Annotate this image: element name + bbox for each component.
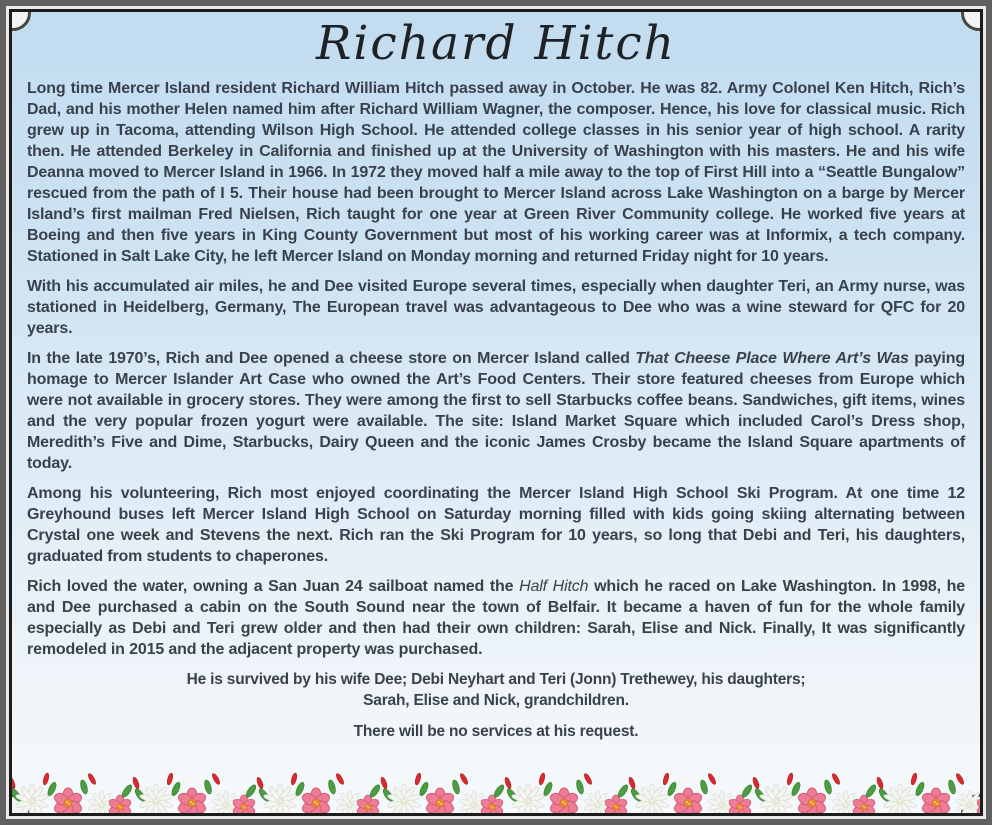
obituary-frame [9,9,983,816]
obituary-paragraph [27,483,965,567]
obituary-paragraph [27,576,965,660]
obituary-paragraph [27,348,965,474]
paragraph-text: Rich loved the water, owning a San Juan 24 sailboat named the [27,577,520,595]
paragraph-text: Half Hitch [519,577,589,595]
obituary-paragraph [27,276,965,339]
page-title: Richard Hitch [315,16,677,71]
obituary-content [12,12,980,742]
paragraph-text: With his accumulated air miles, he and Dee visited Europe several times, especially when daughter Teri, an Army nurse, was stationed in Heidelberg, Germany, The European travel was advantageous to Dee who was a wine steward for QFC for 20 years. [27,277,965,337]
closing-lines [27,669,965,742]
floral-border [12,765,980,815]
paragraph-text: In the late 1970’s, Rich and Dee opened a cheese store on Mercer Island called [27,349,636,367]
paragraph-text: That Cheese Place Where Art’s Was [635,349,909,367]
paragraph-text: which he raced on Lake Washington. In 1998, he and Dee purchased a cabin on the South Sound near the town of Belfair. It became a haven of fun for the whole family especially as Debi and Teri grew older and then had their own children: Sarah, Elise and Nick. Finally, It was significantly remodeled in 2015 and the adjacent property was purchased. [27,577,966,658]
paragraph-text: Among his volunteering, Rich most enjoyed coordinating the Mercer Island High School Ski Program. At one time 12 Greyhound buses left Mercer Island High School on Saturday morning filled with kids going skiing alternating between Crystal one week and Stevens the next. Rich ran the Ski Program for 10 years, so long that Debi and Teri, his daughters, graduated from students to chaperones. [27,484,965,565]
closing-line: There will be no services at his request. [353,722,639,740]
closing-line: Sarah, Elise and Nick, grandchildren. [363,691,629,709]
obituary-paragraph [27,78,965,267]
closing-line: He is survived by his wife Dee; Debi Neyhart and Teri (Jonn) Trethewey, his daughters; [186,670,806,688]
paragraph-text: Long time Mercer Island resident Richard William Hitch passed away in October. He was 82. Army Colonel Ken Hitch, Rich’s Dad, and his mother Helen named him after Richard William Wagner, the composer. Hence, his love for classical music. Rich grew up in Tacoma, attending Wilson High School. He attended college classes in his senior year of high school. A rarity then. He attended Berkeley in California and finished up at the University of Washington with his masters. He and his wife Deanna moved to Mercer Island in 1966. In 1972 they moved half a mile away to the top of First Hill into a “Seattle Bungalow” rescued from the path of I 5. Their house had been brought to Mercer Island across Lake Washington on a barge by Mercer Island’s first mailman Fred Nielsen, Rich taught for one year at Green River Community college. He worked five years at Boeing and then five years in King County Government but most of his working career was at Informix, a tech company. Stationed in Salt Lake City, he left Mercer Island on Monday morning and returned Friday night for 10 years. [27,79,965,265]
obituary-paragraphs [27,78,965,660]
paragraph-text: paying homage to Mercer Islander Art Case who owned the Art’s Food Centers. Their store featured cheeses from Europe which were not available in grocery stores. They were among the first to sell Starbucks coffee beans. Sandwiches, gift items, wines and the very popular frozen yogurt were available. The site: Island Market Square which included Carol’s Dress shop, Meredith’s Five and Dime, Starbucks, Dairy Queen and the iconic James Crosby became the Island Square apartments of today. [27,349,965,472]
